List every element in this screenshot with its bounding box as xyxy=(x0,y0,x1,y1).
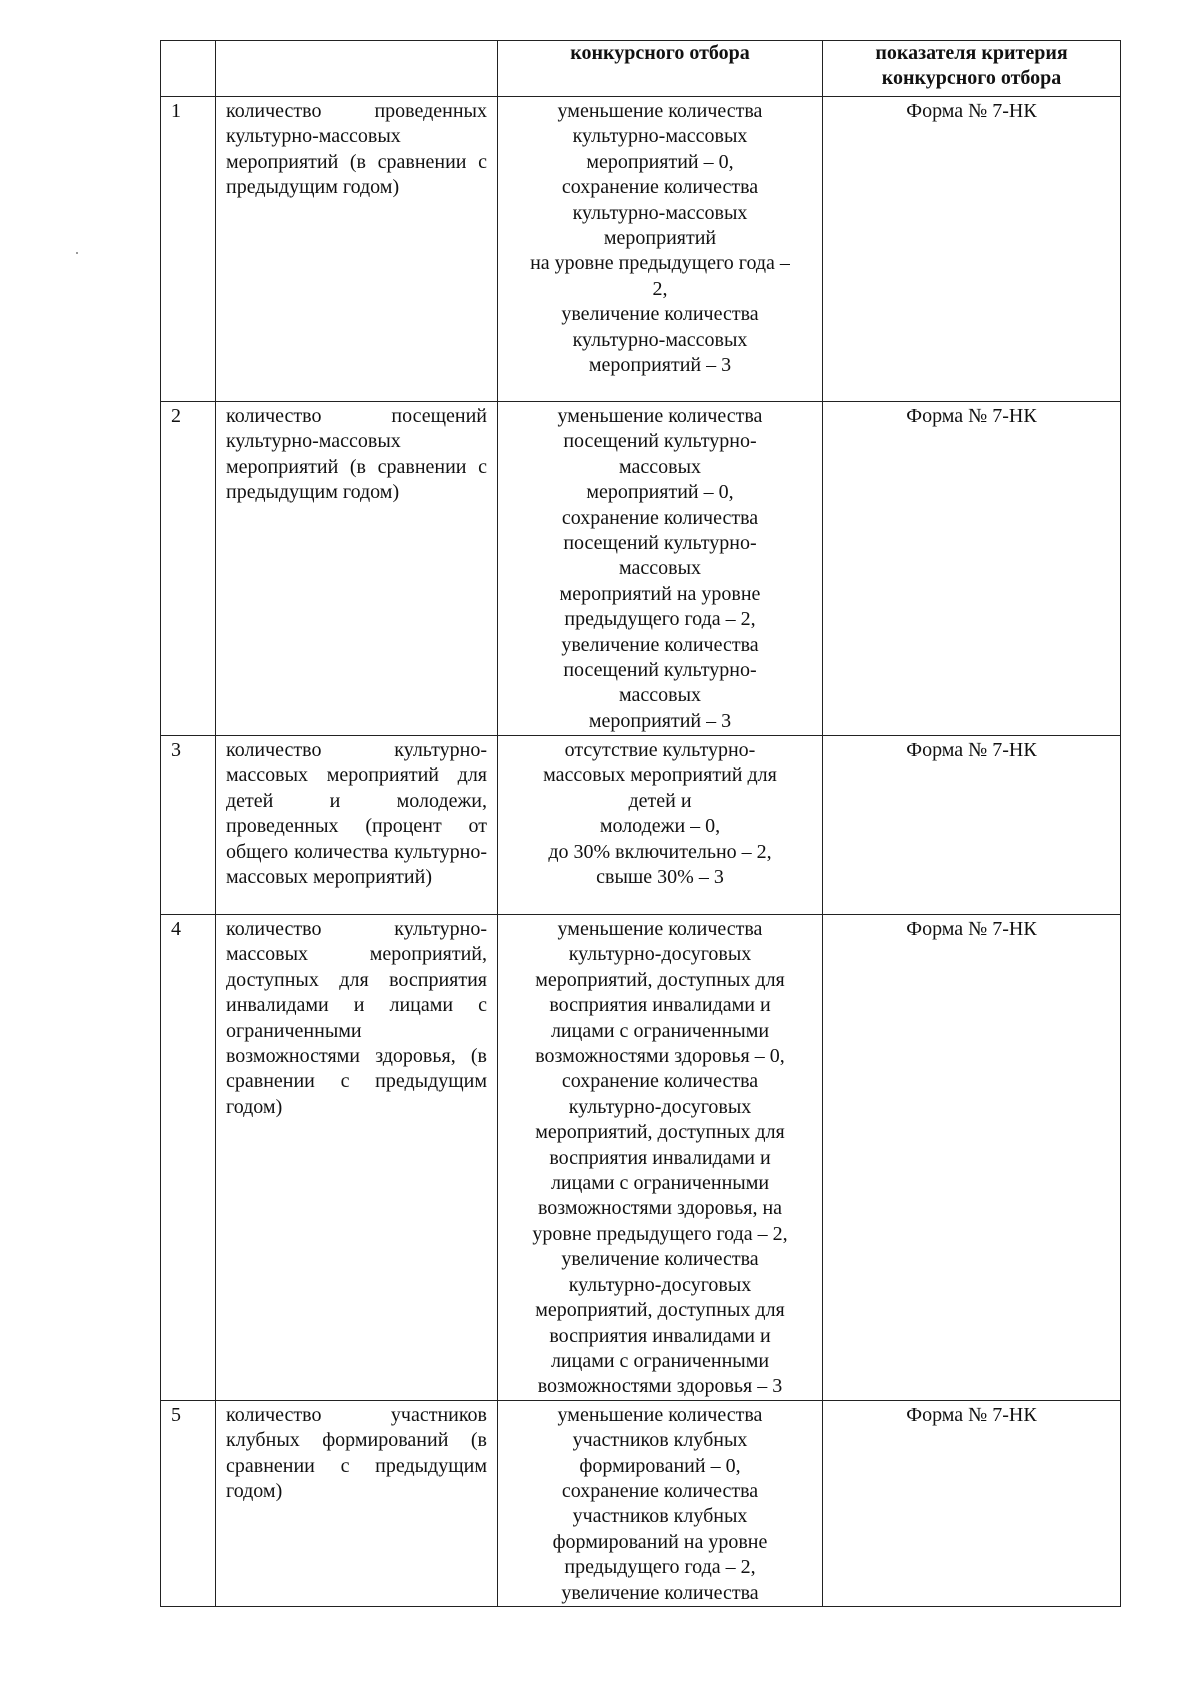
scoring-line: молодежи – 0, xyxy=(599,815,721,838)
header-number-cell xyxy=(161,41,216,97)
scoring-line: культурно-массовых xyxy=(572,125,748,148)
scoring-line: до 30% включительно – 2, xyxy=(548,840,772,863)
scoring-line: свыше 30% – 3 xyxy=(596,866,724,889)
scoring-line: сохранение количества xyxy=(561,1070,759,1093)
scoring-line: 2, xyxy=(652,277,668,300)
scoring-line: массовых xyxy=(618,557,702,580)
data-source: Форма № 7-НК xyxy=(823,97,1121,402)
header-source-line: конкурсного отбора xyxy=(881,67,1062,90)
scoring-line: уменьшение количества xyxy=(557,918,763,940)
criterion-name: количество посещений культурно-массовых мероприятий (в сравнении с предыдущим годом) xyxy=(216,402,498,736)
criterion-scoring xyxy=(498,402,823,736)
scoring-line: уменьшение количества xyxy=(557,1403,763,1426)
scoring-line: культурно-досуговых xyxy=(568,1273,752,1296)
scoring-line: мероприятий, доступных для xyxy=(535,968,785,991)
scoring-line: мероприятий – 3 xyxy=(588,709,732,732)
table-row xyxy=(161,1400,1121,1606)
table-header-row xyxy=(161,41,1121,97)
scoring-line: предыдущего года – 2, xyxy=(564,1556,756,1579)
scoring-line: сохранение количества xyxy=(561,176,759,199)
row-number: 5 xyxy=(161,1400,216,1606)
criteria-table xyxy=(160,40,1121,1607)
scoring-line: возможностями здоровья – 3 xyxy=(537,1375,783,1398)
scoring-line: культурно-досуговых xyxy=(568,1095,752,1118)
scoring-line: детей и xyxy=(628,789,692,812)
table-row xyxy=(161,402,1121,736)
scoring-line: посещений культурно- xyxy=(563,430,757,453)
scoring-line: мероприятий xyxy=(603,227,717,250)
scoring-line: мероприятий на уровне xyxy=(559,582,761,605)
data-source: Форма № 7-НК xyxy=(823,736,1121,915)
data-source: Форма № 7-НК xyxy=(823,915,1121,1401)
scoring-line: на уровне предыдущего года – xyxy=(530,252,790,275)
criterion-scoring xyxy=(498,97,823,402)
scoring-line: увеличение количества xyxy=(561,1248,759,1271)
scoring-line: увеличение количества xyxy=(561,633,759,656)
scoring-line: возможностями здоровья – 0, xyxy=(535,1045,785,1068)
header-value-cell: конкурсного отбора xyxy=(498,41,823,97)
header-source-line: показателя критерия xyxy=(875,42,1068,64)
row-number: 3 xyxy=(161,736,216,915)
scoring-line: мероприятий, доступных для xyxy=(535,1121,785,1144)
scoring-line: участников клубных xyxy=(572,1505,748,1528)
scoring-line: увеличение количества xyxy=(561,303,759,326)
scoring-line: культурно-массовых xyxy=(572,201,748,224)
data-source: Форма № 7-НК xyxy=(823,402,1121,736)
scoring-line: сохранение количества xyxy=(561,1479,759,1502)
scoring-line: массовых xyxy=(618,455,702,478)
scoring-line: формирований на уровне xyxy=(552,1530,768,1553)
scoring-line: массовых xyxy=(618,684,702,707)
criterion-scoring xyxy=(498,915,823,1401)
scoring-line: мероприятий – 0, xyxy=(586,150,734,173)
criterion-name: количество культурно-массовых мероприятий для детей и молодежи, проведенных (процент от общего количества культурно-массовых мероприятий) xyxy=(216,736,498,915)
scan-artifact-dot xyxy=(76,252,78,254)
scoring-line: сохранение количества xyxy=(561,506,759,529)
scoring-line: возможностями здоровья, на xyxy=(537,1197,783,1220)
criterion-name: количество культурно-массовых мероприятий, доступных для восприятия инвалидами и лицами с ограниченными возможностями здоровья, (в сравнении с предыдущим годом) xyxy=(216,915,498,1401)
scoring-line: культурно-досуговых xyxy=(568,943,752,966)
row-number: 1 xyxy=(161,97,216,402)
row-number: 2 xyxy=(161,402,216,736)
scoring-line: лицами с ограниченными xyxy=(550,1349,770,1372)
scoring-line: отсутствие культурно- xyxy=(564,739,756,761)
scoring-line: восприятия инвалидами и xyxy=(549,994,771,1017)
scoring-line: лицами с ограниченными xyxy=(550,1172,770,1195)
scoring-line: мероприятий – 0, xyxy=(586,481,734,504)
criterion-name: количество участников клубных формирований (в сравнении с предыдущим годом) xyxy=(216,1400,498,1606)
data-source: Форма № 7-НК xyxy=(823,1400,1121,1606)
scoring-line: уровне предыдущего года – 2, xyxy=(532,1222,788,1245)
scoring-line: уменьшение количества xyxy=(557,405,763,427)
header-source-cell xyxy=(823,41,1121,97)
scoring-line: формирований – 0, xyxy=(579,1454,741,1477)
scoring-line: предыдущего года – 2, xyxy=(564,608,756,631)
scoring-line: посещений культурно- xyxy=(563,532,757,555)
scoring-line: лицами с ограниченными xyxy=(550,1019,770,1042)
header-criterion-cell xyxy=(216,41,498,97)
table-row xyxy=(161,736,1121,915)
scoring-line: посещений культурно- xyxy=(563,659,757,682)
row-number: 4 xyxy=(161,915,216,1401)
scoring-line: участников клубных xyxy=(572,1429,748,1452)
scoring-line: массовых мероприятий для xyxy=(543,764,777,787)
criterion-scoring xyxy=(498,1400,823,1606)
scoring-line: мероприятий – 3 xyxy=(588,354,732,377)
table-row xyxy=(161,915,1121,1401)
scoring-line: культурно-массовых xyxy=(572,328,748,351)
scoring-line: восприятия инвалидами и xyxy=(549,1146,771,1169)
table-row xyxy=(161,97,1121,402)
scoring-line: увеличение количества xyxy=(561,1581,759,1604)
scoring-line: уменьшение количества xyxy=(557,100,763,122)
criterion-scoring xyxy=(498,736,823,915)
criterion-name: количество проведенных культурно-массовых мероприятий (в сравнении с предыдущим годом) xyxy=(216,97,498,402)
scoring-line: мероприятий, доступных для xyxy=(535,1299,785,1322)
scoring-line: восприятия инвалидами и xyxy=(549,1324,771,1347)
